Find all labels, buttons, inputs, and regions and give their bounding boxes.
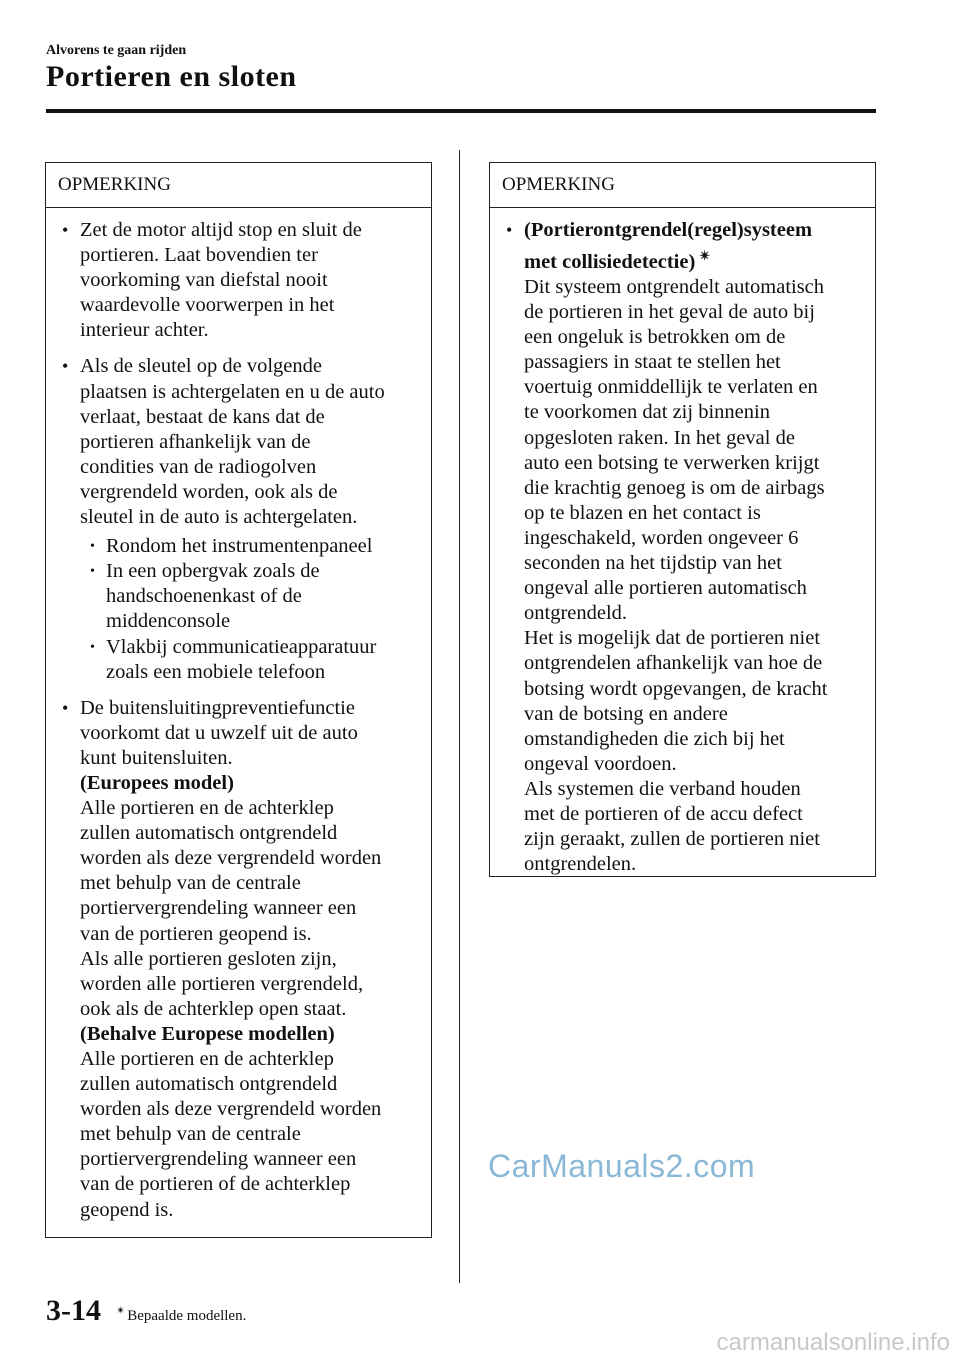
- text-line: waardevolle voorwerpen in het: [80, 294, 335, 317]
- text-line: Als alle portieren gesloten zijn,: [80, 947, 337, 970]
- text-line: • Zet de motor altijd stop en sluit de: [80, 219, 362, 241]
- text-line: van de botsing en andere: [524, 702, 728, 725]
- sub-list: [80, 534, 427, 685]
- text-line: interieur achter.: [80, 319, 209, 342]
- text-line: worden als deze vergrendeld worden: [80, 1098, 382, 1121]
- sub-item: [80, 559, 427, 634]
- text-line: met behulp van de centrale: [80, 1123, 301, 1146]
- text-line: • In een opbergvak zoals de: [106, 560, 320, 583]
- text-line: van de portieren geopend is.: [80, 922, 312, 945]
- note-item-collision: [500, 218, 871, 877]
- text-line: met de portieren of de accu defect: [524, 802, 803, 825]
- text-line: voorkomt dat u uwzelf uit de auto: [80, 721, 358, 744]
- text-line: van de portieren of de achterklep: [80, 1173, 351, 1196]
- text-line: plaatsen is achtergelaten en u de auto: [80, 380, 385, 403]
- left-note-box: [45, 162, 432, 1238]
- right-note-heading: OPMERKING: [490, 163, 875, 208]
- text-line: auto een botsing te verwerken krijgt: [524, 451, 820, 474]
- text-line: middenconsole: [106, 610, 231, 633]
- text-line: ongeval alle portieren automatisch: [524, 577, 807, 600]
- text-line: omstandigheden die zich bij het: [524, 727, 785, 750]
- text-line: worden alle portieren vergrendeld,: [80, 972, 364, 995]
- left-note-body: [46, 208, 431, 1244]
- text-line: portieren afhankelijk van de: [80, 430, 311, 453]
- right-note-body: [490, 208, 875, 898]
- item-title-line: met collisiedetectie) ✴: [524, 248, 711, 273]
- note-item-3: [56, 696, 427, 1223]
- text-line: handschoenenkast of de: [106, 585, 302, 608]
- text-line: seconden na het tijdstip van het: [524, 552, 782, 575]
- column-divider: [459, 150, 460, 1283]
- sub-heading-europe: (Europees model): [80, 771, 234, 794]
- text-line: • De buitensluitingpreventiefunctie: [80, 696, 355, 719]
- star-icon: ✴: [699, 248, 711, 264]
- text-line: Dit systeem ontgrendelt automatisch: [524, 276, 825, 299]
- text-line: verlaat, bestaat de kans dat de: [80, 405, 325, 428]
- footnote: [116, 1304, 246, 1325]
- text-line: te voorkomen dat zij binnenin: [524, 401, 770, 424]
- text-line: een ongeluk is betrokken om de: [524, 326, 786, 349]
- text-line: voertuig onmiddellijk te verlaten en: [524, 376, 818, 399]
- sub-item: [80, 534, 427, 559]
- right-note-box: [489, 162, 876, 877]
- text-line: ontgrendelen afhankelijk van hoe de: [524, 652, 823, 675]
- text-line: passagiers in staat te stellen het: [524, 351, 781, 374]
- text-line: condities van de radiogolven: [80, 455, 317, 478]
- text-line: kunt buitensluiten.: [80, 746, 233, 769]
- sub-item: [80, 635, 427, 685]
- text-line: vergrendeld worden, ook als de: [80, 480, 338, 503]
- text-line: zullen automatisch ontgrendeld: [80, 822, 338, 845]
- bottom-watermark: carmanualsonline.info: [716, 1329, 950, 1356]
- item-title-line: • (Portierontgrendel(regel)systeem: [524, 219, 813, 241]
- text-line: zullen automatisch ontgrendeld: [80, 1073, 338, 1096]
- text-line: worden als deze vergrendeld worden: [80, 847, 382, 870]
- text-line: Alle portieren en de achterklep: [80, 797, 334, 820]
- text-line: ook als de achterklep open staat.: [80, 997, 347, 1020]
- text-line: opgesloten raken. In het geval de: [524, 426, 795, 449]
- text-line: ontgrendeld.: [524, 602, 628, 625]
- text-line: die krachtig genoeg is om de airbags: [524, 476, 825, 499]
- text-line: Als systemen die verband houden: [524, 777, 801, 800]
- text-line: botsing wordt opgevangen, de kracht: [524, 677, 828, 700]
- section-label: Alvorens te gaan rijden: [46, 43, 187, 58]
- text-line: ontgrendelen.: [524, 853, 637, 876]
- title-rule: [46, 109, 876, 113]
- note-item-2: [56, 354, 427, 684]
- text-line: • Vlakbij communicatieapparatuur: [106, 635, 377, 658]
- text-line: zoals een mobiele telefoon: [106, 660, 326, 683]
- page-title: Portieren en sloten: [46, 60, 297, 93]
- note-item-1: [56, 218, 427, 343]
- text-line: de portieren in het geval de auto bij: [524, 301, 815, 324]
- page-number: 3-14: [46, 1294, 101, 1327]
- text-line: portiervergrendeling wanneer een: [80, 1148, 357, 1171]
- left-note-heading: OPMERKING: [46, 163, 431, 208]
- text-line: Alle portieren en de achterklep: [80, 1048, 334, 1070]
- watermark-logo: CarManuals2.com: [488, 1148, 756, 1184]
- sub-heading-non-europe: (Behalve Europese modellen): [80, 1022, 335, 1045]
- star-icon: ✴: [116, 1305, 126, 1317]
- text-line: portieren. Laat bovendien ter: [80, 244, 318, 267]
- text-line: geopend is.: [80, 1198, 174, 1221]
- text-line: ongeval voordoen.: [524, 752, 677, 775]
- text-line: Het is mogelijk dat de portieren niet: [524, 627, 821, 650]
- text-line: zijn geraakt, zullen de portieren niet: [524, 828, 820, 851]
- text-line: ingeschakeld, worden ongeveer 6: [524, 526, 799, 549]
- text-line: sleutel in de auto is achtergelaten.: [80, 506, 358, 529]
- text-line: portiervergrendeling wanneer een: [80, 897, 357, 920]
- text-line: • Rondom het instrumentenpaneel: [106, 535, 373, 558]
- text-line: • Als de sleutel op de volgende: [80, 355, 322, 378]
- text-line: voorkoming van diefstal nooit: [80, 269, 328, 292]
- text-line: met behulp van de centrale: [80, 872, 301, 895]
- text-line: op te blazen en het contact is: [524, 501, 761, 524]
- footnote-text: Bepaalde modellen.: [127, 1308, 247, 1324]
